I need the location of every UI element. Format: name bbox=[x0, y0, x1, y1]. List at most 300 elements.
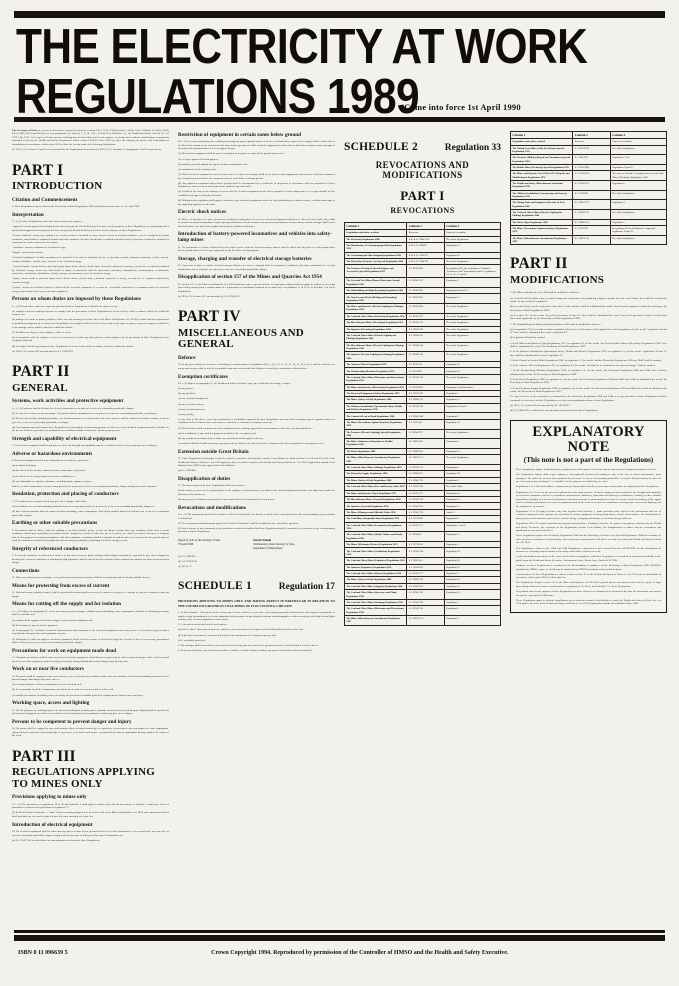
paragraph: (a) any person; bbox=[178, 387, 194, 391]
table-cell-3: The whole Regulations bbox=[610, 190, 666, 200]
column-2 bbox=[178, 129, 335, 924]
paragraph: (e) any electrical process; bbox=[178, 407, 205, 411]
paragraph: 15. For the purposes of enabling injury to be prevented, adequate working space, adequate means of access, and adequate lighting shall be provided at all electrical equipment on which or near which work is being done in circumstances which may give rise to danger. bbox=[12, 708, 169, 716]
table-cell-1: The Offshore Installations (Construction and Survey) Regulations 1974 bbox=[511, 190, 573, 200]
paragraph: (a) 1954 c.70; section 180 was amended by S.I. 1974/2013. bbox=[12, 349, 74, 353]
paragraph: 17.—(1) The provisions of regulations 18 to 28 and Schedule 1 shall apply to mines only, and the provisions of Schedule 1 shall have effect in particular in relation to the provisions of regulation 17. bbox=[12, 802, 169, 810]
schedule-2-header bbox=[344, 141, 501, 153]
paragraph: (a) mechanical damage; bbox=[12, 464, 37, 468]
table-cell-1: The Miscellaneous Mines (Electricity) Regulations 1956 bbox=[345, 320, 407, 326]
table-cell-2: S.I. 1956/1777 bbox=[407, 570, 444, 576]
col-subheader-3: Extent of revocation bbox=[610, 139, 666, 145]
section-heading: Working space, access and lighting bbox=[12, 700, 90, 707]
table-cell-2: S.I. 1988/1729 bbox=[407, 397, 444, 403]
table-cell-2: S.I. 1956/1773 bbox=[407, 464, 444, 470]
table-cell-2: S.I. 1959/2259 bbox=[407, 564, 444, 570]
table-cell-2: S.R. & O. 1944/739 bbox=[407, 259, 444, 265]
schedule-1-title: SCHEDULE 1 bbox=[178, 580, 252, 593]
table-row bbox=[345, 352, 501, 362]
paragraph: or any class of the above, from any requirement or prohibition imposed by these Regulations and any such exemption may be granted subject to conditions and to a limit of time and may be revoked by a certificate in writing at any time. bbox=[178, 417, 335, 425]
paragraph: "electrical equipment" includes anything used, intended to be used or installed for use, to generate, provide, transmit, transform, rectify, convert, conduct, distribute, control, store, measure or use electrical energy; bbox=[12, 256, 169, 264]
paragraph: (3) Any reference in any enactment to the provisions revoked or modified by these Regulations shall be construed as a reference to the corresponding provision of these Regulations. bbox=[178, 526, 335, 534]
table-cell-3: Regulation 26 bbox=[444, 558, 500, 564]
heading-restriction-of-equipment: Restriction of equipment in certain zones below ground bbox=[178, 131, 302, 138]
table-cell-1: The Coal and Other Mines (Ventilation) Regulations 1956 bbox=[345, 548, 407, 558]
col-header-2: Column 2 bbox=[573, 131, 610, 138]
table-cell-3: The whole Regulations bbox=[444, 326, 500, 332]
paragraph: A full and detailed assessment of the costs and benefits of compliance with these Regulations is contained in a document available to the public from the Health and Safety Executive, Information Centre, Broad Lane, Sheffield S3 7HQ. bbox=[516, 555, 661, 562]
schedule-1-paras bbox=[178, 611, 335, 652]
paragraph: (4) Any approved equipment taken below ground shall be accompanied by a certificate of inspection in accordance with the provisions of these Regulations, and a record of such inspections shall be kept at the mine. bbox=[178, 181, 335, 189]
table-cell-3: Regulation 10 bbox=[444, 252, 500, 258]
explanatory-note-subtitle: (This note is not a part of the Regulations) bbox=[523, 456, 654, 465]
paragraph: 2. The Shipbuilding and Ship-repairing Regulations 1960 shall be modified as follows— bbox=[510, 322, 603, 326]
section-heading: Citation and Commencement bbox=[12, 196, 78, 203]
paragraph: (4) Any equipment provided under these Regulations for the purpose of protecting persons at work on or near electrical equipment shall be suitable for the use for which it is provided, be maintained in a condition suitable for that use, and be properly used. bbox=[12, 425, 169, 433]
table-cell-2: S.I. 1970/1900 bbox=[573, 164, 610, 170]
section-heading: Introduction of electrical equipment bbox=[12, 821, 93, 828]
table-cell-3: Regulation 6 bbox=[610, 180, 666, 190]
table-cell-3: Regulation 13 bbox=[444, 294, 500, 304]
table-cell-1: The Electrical Equipment (Safety) Regulations 1975 bbox=[345, 390, 407, 396]
table-row bbox=[511, 155, 667, 165]
table-cell-2: S.I. 1962/2058 bbox=[407, 304, 444, 314]
column-4 bbox=[510, 129, 667, 924]
section-heading: Provisions applying to mines only bbox=[12, 794, 87, 801]
table-cell-1: The Coal and Other Mines (Surveyors and Plans) Regulations 1956 bbox=[345, 590, 407, 600]
paras-storage bbox=[178, 264, 335, 271]
col-header-3: Column 3 bbox=[610, 131, 666, 138]
signoff-intro: Signed by order of the Secretary of State. bbox=[178, 538, 221, 542]
table-cell-3: The whole Regulations bbox=[444, 429, 500, 439]
table-cell-1: The Mines (Miscellaneous Amendments) Regulations 1987 bbox=[345, 615, 407, 625]
paragraph: 32. The duties imposed by these Regulations shall not extend to— bbox=[178, 484, 247, 488]
table-cell-2: S.I. 1956/1758 bbox=[407, 374, 444, 384]
signatory-name: Patrick Nicholls bbox=[253, 538, 272, 542]
col-header-2: Column 2 bbox=[407, 222, 444, 229]
table-header-row bbox=[345, 222, 501, 229]
table-cell-1: The Factories (Mill-in) (Repeal and Amendment) Special Regulations 1961 bbox=[511, 155, 573, 165]
paragraph: (a) S.I. 1989/635. bbox=[178, 554, 197, 558]
paragraph: (b) in section 85(3), for the words from "any cable" to the end there shall be substituted the words "any electrical equipment within the meaning of the Electricity at Work Regulations 1989"; bbox=[510, 305, 667, 312]
paragraph: 9. If a circuit conductor is connected to earth or to any other reference point, nothing which might reasonably be expected to give rise to danger by breaking the electrical continuity or introducing high impedance shall be placed in that conductor unless suitable precautions are taken to prevent such danger. bbox=[12, 554, 169, 565]
signatory-title-1: Parliamentary Under Secretary of State, bbox=[253, 542, 295, 546]
table-cell-3: The whole Regulations bbox=[444, 236, 500, 242]
table-cell-2: S.I. 1960/1147 bbox=[407, 333, 444, 343]
section-heading: Connections bbox=[12, 567, 40, 574]
table-cell-3: The whole Regulations bbox=[444, 352, 500, 362]
table-cell-2: S.I. 1952/1670 bbox=[573, 145, 610, 155]
paragraph: (b) any requirements imposed by or under any enactments which apply to the case, bbox=[178, 436, 265, 440]
table-cell-3: The whole Regulations bbox=[444, 313, 500, 319]
masthead-top-rule bbox=[14, 11, 665, 18]
col-subheader-1: Regulations and orders revoked bbox=[345, 230, 407, 236]
table-cell-1: The Coal and Other Mines (Locomotives) Regulations 1956 bbox=[345, 522, 407, 532]
paragraph: The Regulations, which revoke 1908 and 1944 Regulations, implement in part Council Directive 89/391/EEC on the introduction of measures to encourage improvements in the safety and health of workers at work. bbox=[516, 546, 661, 554]
section-heading: Persons to be competent to prevent danger and injury bbox=[12, 718, 132, 725]
table-cell-3: Regulation 10 bbox=[444, 590, 500, 600]
paragraph: (b) the effects of the weather, natural hazards, temperature or pressure; bbox=[12, 469, 86, 473]
table-cell-3: The whole Regulations bbox=[444, 374, 500, 384]
table-cell-1: The Quarries (Electricity) Regulations 1956 bbox=[345, 326, 407, 332]
table-cell-3: Regulation 3 bbox=[444, 278, 500, 288]
paragraph: 7. In the Woodworking Machines Regulations 1974, in regulation 10, for the words "the Electricity Regulations 1908 and 1944" there shall be substituted the words "the Electricity at Work Regulations 1989". bbox=[510, 369, 667, 376]
paragraph: (a) S.I. 1956/1766, to which there are amendments not relevant to these Regulations. bbox=[12, 838, 101, 842]
paragraph: 7. All conductors in a system which may give rise to danger shall either— bbox=[12, 499, 89, 503]
table-cell-1: The Mobile Mine (Electricity) Special Regulations 1970 bbox=[511, 164, 573, 170]
paragraph: (c) in section 157, for the words "any of the provisions of this Act" there shall be substituted the words "any of the provisions of this Act other than those made applicable by the Electricity at Work Regulations 1989"; bbox=[510, 313, 667, 321]
table-cell-3: Regulation 9 bbox=[444, 606, 500, 616]
schedule-1-caption: PROVISIONS APPLYING TO MINES ONLY AND HAVING EFFECT IN PARTICULAR IN RELATION TO THE USE BELOW GROUND IN COAL MINES OF FLOCCULENTS, CIRCUITS bbox=[178, 599, 335, 608]
table-cell-2: S.R. & O. 1939/571 bbox=[407, 252, 444, 258]
paragraph: 19.—(1) In every safety-lamp mine nothing containing any point, ignition source or device of a kind likely to give rise to danger shall be taken into or be allowed to remain in any such part of the mine below ground, nor shall electrical equipment be taken into or allowed to remain in any such part of the mine below ground unless it is of an approved type. bbox=[178, 140, 335, 151]
table-cell-2: S.I. 1960/69 bbox=[407, 532, 444, 542]
table-cell-2: S.I. 1972/2011 bbox=[407, 542, 444, 548]
paragraph: 1. The Mines and Quarries Act 1954 shall be modified as follows— bbox=[510, 291, 581, 295]
table-cell-2: S.I. 1988/1057 bbox=[407, 471, 444, 477]
title-row-2 bbox=[16, 70, 663, 125]
table-cell-2: S.I. 1956/1781 bbox=[407, 503, 444, 509]
table-cell-2: S.I. 1956/1764 bbox=[407, 548, 444, 558]
heading-disapplication-s157: Disapplication of section 157 of the Mines and Quarries Act 1954 bbox=[178, 274, 322, 281]
table-cell-2: S.I. 1956/1780 bbox=[407, 326, 444, 332]
body-columns bbox=[12, 129, 667, 924]
table-cell-2: S.I. 1975/1366 bbox=[407, 390, 444, 396]
column-3 bbox=[344, 129, 501, 924]
paragraph: (c) any electrical equipment; bbox=[178, 397, 208, 401]
table-cell-2: S.I. 1980/1248 bbox=[407, 413, 444, 419]
paragraph: (2) No electrical equipment shall be used or energised in any part of a mine below ground unless it is— bbox=[178, 152, 286, 156]
paragraph: (c) it is suitably protected. bbox=[178, 638, 206, 642]
table-row bbox=[345, 403, 501, 413]
col-subheader-2: Reference bbox=[407, 230, 444, 236]
paragraph: Regulations 4 to 16 set out the general requirements concerning systems, electrical equipment and conductors; the strength and capability of electrical equipment; adverse or hazardous environments; insulation, protection and placing of conductors; earthing or other suitable precautions; integrity of referenced conductors; connections; means for protecting from excess of current; means for cutting off the supply and for isolation; precautions for work on equipment made dead; work on or near live conductors; working space, access and lighting; and the competence of persons. bbox=[516, 490, 661, 508]
explanatory-note-paras bbox=[516, 468, 661, 606]
table-cell-3: Regulation 11 bbox=[444, 503, 500, 509]
schedule-2-title: SCHEDULE 2 bbox=[344, 140, 418, 153]
came-into-force-text: Came into force 1st April 1990 bbox=[404, 101, 521, 112]
table-cell-3: The whole Regulations bbox=[444, 320, 500, 326]
table-cell-1: The Coal Mines (Respirable Dust) Regulations 1975 bbox=[345, 516, 407, 522]
schedule-2-part-2-heading: PART II bbox=[510, 255, 568, 273]
table-cell-1: The Quarries (Electric Lighting for Filming) Regulations 1960 bbox=[345, 352, 407, 362]
table-cell-1: The Electricity Regulations 1908 bbox=[345, 236, 407, 242]
table-cell-1: The Coal and Other Mines (Training) Regulations 1956 bbox=[345, 599, 407, 605]
paragraph: "system" means an electrical system in which all the electrical equipment is, or may be, electrically connected to a common source of electrical energy, and includes such source and such equipment. bbox=[12, 286, 169, 293]
paragraph: "conductor" means a conductor of electrical energy; bbox=[12, 246, 67, 250]
table-cell-2: S.I. 1978/1951 bbox=[573, 180, 610, 190]
table-cell-1: The Lifting Plant and Equipment (Records of Test) Regulations 1982 bbox=[511, 200, 573, 210]
paras-disapplication-s157 bbox=[178, 283, 335, 299]
section-heading: Precautions for work on equipment made dead bbox=[12, 647, 117, 654]
table-row bbox=[511, 145, 667, 155]
footer bbox=[12, 950, 667, 956]
paragraph: (a) not less than 7 days prior to such use, details of such circuit have been given to the Health and Safety Executive; and bbox=[178, 628, 304, 632]
table-cell-3: Regulation 7 bbox=[444, 599, 500, 605]
table-cell-1: The East and West Mine Mineral Dusts and Control Regulations 1960 bbox=[345, 278, 407, 288]
paragraph: 18. No electrical equipment shall be taken into any part of a mine below ground unless it is of such construction, or is so protected, as to prevent, so far as is reasonably practicable, danger arising from the presence in that part of the mine of flammable gas. bbox=[12, 829, 169, 837]
table-row bbox=[345, 606, 501, 616]
table-cell-3: Regulation 6 bbox=[444, 542, 500, 548]
section-heading: Insulation, protection and placing of conductors bbox=[12, 491, 119, 498]
table-cell-2: S.I. 1956/1768 bbox=[407, 484, 444, 490]
table-cell-2: S.I. 1979/318 bbox=[573, 226, 610, 236]
table-cell-3: In regulation 2(1), the definitions of "Earthed", "Permanent" and "hermetically sealed"; regulations 14, 15, 16, 17 and 18 bbox=[444, 265, 500, 278]
table-cell-2: S.R. & O. 1908/1312 bbox=[407, 236, 444, 242]
table-cell-3: The whole Regulations bbox=[444, 304, 500, 314]
table-cell-2: S.I. 1962/1667 bbox=[407, 294, 444, 304]
paragraph: (a) 1954 c.70; section 83 was amended by S.I. 1974/2013. bbox=[510, 403, 571, 407]
paragraph: "approved" means approved in writing for the time being by the Health & Safety Executive for the purposes of these Regulations or conforming with a specification approved in writing for the time being by the Health & Safety Executive for the purposes of these Regulations; bbox=[12, 225, 169, 232]
paragraph: (b) the isolation of any electrical equipment. bbox=[12, 623, 59, 627]
table-header-row bbox=[511, 131, 667, 138]
paragraph: 11. Efficient means, suitably located, shall be provided for protecting from excess of current every part of a system as may be necessary to prevent danger. bbox=[12, 591, 169, 598]
table-cell-2: S.I. 1952/1689 bbox=[407, 265, 444, 278]
paragraph: 3.—(1) Except where otherwise expressly provided in these Regulations, it shall be the duty of every— bbox=[12, 304, 120, 308]
footer-rule-thin bbox=[14, 930, 665, 933]
page-title-line-1: THE ELECTRICITY AT WORK bbox=[16, 20, 588, 75]
paragraph: (3) Where electrical equipment is used in such a part of a mine, the manager shall secure that no such equipment is used unless it has been examined by a competent person before the commencement of each shift or working period. bbox=[178, 173, 335, 180]
paragraph: (6) Nothing in this regulation shall apply in relation to any electrical equipment which is a fixed installation in a shaft or outlet, or which forms part of the signalling apparatus of the mine. bbox=[178, 199, 335, 206]
table-cell-2: S.I. 1976/1019 bbox=[407, 403, 444, 413]
table-cell-1: The Miscellaneous Mines (General) Regulations 1956 bbox=[345, 497, 407, 503]
col-subheader-1: Regulations and orders revoked bbox=[511, 139, 573, 145]
paragraph: 23. Section 157 of the Mines and Quarries Act 1954 (which provides a general defence in legal proceedings) shall not apply in relation to any legal proceedings arising from a contravention of a requirement or prohibition imposed by or under any of regulations 17 to 22 of, or Schedule 1 to, these Regulations. bbox=[178, 282, 335, 293]
table-cell-3: The whole Regulations bbox=[444, 259, 500, 265]
paragraph: 9. In the Electricity Supply Regulations 1988, in regulation 30, for the words "the Electricity Regulations 1908 and 1944" there shall be substituted the words "the Electricity at Work Regulations 1989". bbox=[510, 386, 667, 394]
table-cell-2: S.I. 1956/1760 bbox=[407, 590, 444, 600]
signature-left bbox=[178, 539, 221, 551]
section-heading: Revocations and modifications bbox=[178, 504, 246, 511]
table-cell-3: The entry in Schedule 2 relating to the Coal and Other Mines (Electricity) Regulations 1956 bbox=[610, 171, 666, 181]
paras-electric-shock bbox=[178, 218, 335, 229]
column-1 bbox=[12, 129, 169, 924]
paragraph: 12.—(1) Subject to paragraph (3), where necessary to prevent danger, suitable means (including, where appropriate, methods of identifying circuits) shall be available for— bbox=[12, 609, 169, 617]
paragraph: (b) S.I. 1960/1932, to which there are amendments not relevant to these Regulations. bbox=[510, 409, 599, 413]
paragraph: (2) The Executive shall not grant any such exemption unless, having regard to the circumstances of the case, and in particular to— bbox=[178, 426, 314, 430]
table-cell-1: The Electricity (Factories Act) Special Regulations 1944 bbox=[345, 259, 407, 265]
section-heading: Defence bbox=[178, 354, 196, 361]
paragraph: (b) suitably protected against the ingress of dust and moisture; and bbox=[178, 162, 248, 166]
paragraph: (a) to co-operate with his employer so far as is necessary to enable any duty placed on that employer by the provisions of these Regulations to be complied with; and bbox=[12, 335, 169, 343]
paragraph: (b) S.I. 1974/2013. bbox=[178, 559, 198, 563]
paragraph: The Regulations impose duties upon employers, self-employed persons and employees and, in the case of mines and quarries, upon managers. The duties are in most cases qualified by the terms "so far as is reasonably practicable" or require that precautions be taken as are "necessary to prevent danger" or "suitable" for the purposes for which they are used. bbox=[516, 473, 661, 484]
table-cell-1: The Coal and Other Mines (Support) Regulations 1966 bbox=[345, 583, 407, 589]
paragraph: (5) It shall be the duty of the manager to secure that all electrical equipment in use below ground in a safety-lamp mine is of a type suitable for the conditions and approved by the Executive. bbox=[178, 190, 335, 197]
explanatory-note-box bbox=[510, 420, 667, 614]
table-row bbox=[345, 419, 501, 429]
table-row bbox=[345, 439, 501, 449]
part-1-subheading: INTRODUCTION bbox=[12, 180, 103, 193]
paragraph: (c) 1974 c.37. bbox=[178, 564, 193, 568]
table-row bbox=[511, 200, 667, 210]
table-cell-1: The Miscellaneous Mines (Electric Lighting for Filming) Regulations 1960 bbox=[345, 342, 407, 352]
part-3-subheading: REGULATIONS APPLYING TO MINES ONLY bbox=[12, 766, 156, 790]
section-heading: Exemption certificates bbox=[178, 373, 228, 380]
signature-right bbox=[253, 539, 335, 551]
table-cell-1: The Manufacture of Cinematograph Film Regulations 1928 bbox=[345, 242, 407, 252]
col-subheader-3: Extent of revocation bbox=[444, 230, 500, 236]
table-cell-2: S.I. 1960/1761 bbox=[407, 278, 444, 288]
signatory-title-2: Department of Employment bbox=[253, 546, 283, 550]
paragraph: 33.—(1) The instruments specified in column 1 of Part I of Schedule 2 are hereby revoked to the extent specified in the corresponding entry in column 3 of that Part. bbox=[178, 513, 335, 520]
paragraph: These Regulations impose health and safety requirements with respect to electrical systems and electrical equipment in places of work. bbox=[516, 468, 657, 472]
paragraph: The printed costs for the purpose of these Regulations are those which were estimated to be incurred at the time the assessment was carried out and are expressed in 1989 prices. bbox=[516, 590, 661, 597]
table-cell-1: The Abrasive Wheels Regulations 1970 bbox=[345, 362, 407, 368]
table-cell-3: Regulation 30 bbox=[444, 471, 500, 477]
table-cell-1: The Mines (Miscellaneous Amendments) Regulations 1987 bbox=[345, 455, 407, 465]
table-cell-1: The Cinematograph Film Stripping Regulations 1939 bbox=[345, 252, 407, 258]
paragraph: (a) of a type approved for that purpose; bbox=[178, 157, 219, 161]
explanatory-note-title: EXPLANATORY NOTE bbox=[532, 423, 645, 455]
table-cell-2: S.R. & O. 1928/82 bbox=[407, 242, 444, 252]
paragraph: 14. No person shall be engaged in any work activity on or so near any live conductor (other than one suitably covered with insulating material so as to prevent danger) that danger may arise unless— bbox=[12, 674, 169, 682]
table-cell-3: Regulation 12 bbox=[444, 242, 500, 252]
paragraph: These Regulations replace the Electricity Regulations 1908 and the Electricity (Factories Act) Special Regulations 1944 and a number of other provisions relating to electrical safety, and extend such requirements to all places of work covered by the Health and Safety at Work etc. Act 1974. bbox=[516, 534, 661, 545]
schedule-2-part-1-sub: REVOCATIONS bbox=[390, 205, 455, 215]
paragraph: 5. No electrical equipment shall be put into use where its strength and capability may be exceeded in such a way as may give rise to danger. bbox=[12, 444, 158, 448]
table-cell-1: The Mines and Quarries (Electric Lighting for Filming) Regulations 1962 bbox=[345, 304, 407, 314]
table-cell-3: The whole Regulations bbox=[610, 235, 666, 245]
section-heading: Integrity of referenced conductors bbox=[12, 545, 89, 552]
paragraph: 1. These Regulations may be cited as the Electricity at Work Regulations 1989 and shall come into force on 1st April 1990. bbox=[12, 205, 140, 209]
paragraph: (a) in regulation 7(1) as a result of which regulation 3(1) thereof, which relates to the application of the Regulations, for the words "regulations 66 and 67" there shall be substituted the words "regulation 67"; bbox=[510, 327, 667, 335]
table-cell-3: Regulation 4 bbox=[610, 200, 666, 210]
paragraph: Regulations 17 to 28 apply to mines only and, together with Schedule 1, make provision with respect to the introduction and use of electrical equipment below ground, the restriction of certain equipment in safety-lamp mines, electric shock notices, the introduction of battery-powered locomotives and vehicles, and the storage, charging and transfer of electrical storage batteries. bbox=[516, 509, 661, 520]
table-row bbox=[345, 294, 501, 304]
table-cell-3: Regulation 8 bbox=[444, 464, 500, 470]
paragraph: (b) it is reasonable in all the circumstances for him to be at work on or near it while it is live; and bbox=[12, 688, 114, 692]
section-heading: Strength and capability of electrical equipment bbox=[12, 435, 117, 442]
table-cell-1: The Shipbuilding and Ship-Repairing Regulations 1960 bbox=[345, 288, 407, 294]
col-subheader-2: Reference bbox=[573, 139, 610, 145]
table-cell-3: Regulation 10 bbox=[444, 368, 500, 374]
paragraph: (a) employer and self-employed person to comply with the provisions of these Regulations in so far as they relate to matters which are within his control; and bbox=[12, 309, 169, 317]
paragraph: (d) any flammable or explosive substance, including dusts, vapours or gases, bbox=[12, 479, 92, 483]
heading-storage-batteries: Storage, charging and transfer of electrical storage batteries bbox=[178, 255, 312, 262]
table-cell-2: S.I. 1985/1333 bbox=[407, 439, 444, 449]
paragraph: (a) in Section 83(1) which relates to safety lamps and contrivances for producing a light or sparks) after the word "lamp" there shall be inserted the words "or any electrical equipment"; bbox=[510, 296, 667, 304]
table-cell-1: The Mines (Managers and Officials) Order 1956 bbox=[345, 509, 407, 515]
part-4-subheading: MISCELLANEOUS AND GENERAL bbox=[178, 326, 304, 351]
table-row bbox=[511, 235, 667, 245]
table-cell-3: Regulations 7 and 8 bbox=[444, 522, 500, 532]
table-cell-2: S.I. 1976/2063 bbox=[407, 384, 444, 390]
table-cell-3: Regulation 14 bbox=[444, 490, 500, 496]
revocations-table-part-a bbox=[344, 222, 501, 626]
table-cell-2: S.I. 1960/1149 bbox=[407, 352, 444, 362]
paragraph: 8. In the Docks Regulations 1988, in regulation 12, for the words "the Electricity Regulations 1908 and 1944" there shall be substituted the words "the Electricity at Work Regulations 1989". bbox=[510, 377, 667, 385]
table-cell-2: S.I. 1960/1147 bbox=[573, 209, 610, 219]
table-row bbox=[345, 532, 501, 542]
table-cell-1: The Factories (Testing of Aircraft Engines and Accessories) Special Regulations 1952 bbox=[345, 265, 407, 278]
part-4-sections bbox=[178, 356, 335, 534]
table-cell-1: The Coal and Other Mines (Sidings) Regulations 1956 bbox=[345, 464, 407, 470]
paragraph: (a) the conditions, if any, which it proposes to attach to the exemption; and bbox=[178, 431, 256, 435]
paragraph: 6. Electrical equipment which may reasonably foreseeably be exposed to— bbox=[12, 459, 91, 463]
table-cell-3: The whole Regulations bbox=[444, 455, 500, 465]
table-cell-3: Regulation 22 bbox=[444, 564, 500, 570]
table-cell-1: The Non-Ferrous Metals (Melting and Founding) Regulations 1962 bbox=[345, 294, 407, 304]
table-cell-1: The Factories (Electric Lighting) Special Regulations 1964 bbox=[345, 429, 407, 439]
table-cell-1: The Electricity Supply Regulations 1988 bbox=[345, 471, 407, 477]
table-cell-3: Regulation 12 bbox=[444, 583, 500, 589]
paragraph: 29. In any proceedings for an offence consisting of a contravention of regulations 4(4), 5, 8, 9, 10, 11, 12, 13, 14, 15, 16 or 25, it shall be a defence for any person to prove that he took all reasonable steps and exercised all due diligence to avoid the commission of that offence. bbox=[178, 363, 335, 370]
heading-battery-locomotives: Introduction of battery-powered locomotives and vehicles into safety-lamp mines bbox=[178, 231, 332, 244]
table-cell-1: The Mines and Quarries Acts 1954 to 1971 (Repeals and Modifications) Regulations 1974 bbox=[511, 171, 573, 181]
table-cell-2: S.I. 1988/1655 bbox=[407, 448, 444, 454]
revocations-thead-b bbox=[511, 131, 667, 145]
paragraph: it is satisfied that the health and safety of persons who are likely to be affected by the exemption will not be prejudiced in consequence of it. bbox=[178, 442, 324, 446]
title-block bbox=[12, 18, 667, 125]
paragraph: 4. In the Offshore Installations (Operational Safety, Health and Welfare) Regulations 1976, in regulation 11, for the words "regulations 10 and 11" there shall be substituted the words "regulation 11". bbox=[510, 350, 667, 357]
paragraph: (b) any person, in relation to any aircraft or hovercraft which is moving under its own power. bbox=[178, 498, 275, 502]
table-cell-2: S.I. 1987/1114 bbox=[407, 455, 444, 465]
paragraph: (2) As may be necessary to prevent danger, all systems shall be maintained so as to prevent, so far as is reasonably practicable, such danger. bbox=[12, 411, 158, 415]
revocations-table-part-b bbox=[510, 131, 667, 246]
part-1-sections bbox=[12, 198, 169, 353]
paragraph: (a) it is unreasonable in all the circumstances for it to be dead; and bbox=[12, 683, 82, 687]
col-header-3: Column 3 bbox=[444, 222, 500, 229]
part-2-subheading: GENERAL bbox=[12, 381, 68, 394]
table-cell-1: The Coal and Other Mines (Explosives) Regulations 1961 bbox=[345, 558, 407, 564]
paragraph: (a) 1954 c.70. Section 157 was amended by S.I. 1974/2013. bbox=[178, 294, 240, 298]
modifications-paras bbox=[510, 291, 667, 412]
part-3-heading: PART III bbox=[12, 747, 76, 765]
table-cell-3: In regulation 10, the definition of "apparatus"; regulations 12 and 13 bbox=[610, 226, 666, 236]
col-header-1: Column 1 bbox=[345, 222, 407, 229]
table-row bbox=[345, 342, 501, 352]
paragraph: "electrical injury" means death or personal injury from electric shock, electric burn, electrical explosion or arcing, or from fire or explosion initiated by electrical energy, where any such death or injury is associated with the generation, provision, transmission, transformation, rectification, conversion, conduction, distribution, control, storage, measurement or use of electrical energy; bbox=[12, 265, 169, 276]
table-row bbox=[511, 171, 667, 181]
revocations-tbody-b bbox=[511, 145, 667, 245]
table-cell-3: Regulation 12 bbox=[444, 497, 500, 503]
paragraph: Regulations 1 to 3 deal with citation, commencement, interpretation and the persons upon whom duties are imposed by these Regulations. bbox=[516, 485, 660, 489]
table-cell-1: The Mines (Mechanical Devices) Regulations 1972 bbox=[345, 542, 407, 548]
paragraph: "circuit conductor" means any conductor in a system which is intended to carry electric current in normal conditions, or to be energised in normal conditions, and includes a combined neutral and earth conductor, but does not include a conductor provided solely to perform a protective function by connection to earth or other reference point; bbox=[12, 233, 169, 245]
table-cell-1: The Mines (Safety of Exit) Regulations 1988 bbox=[345, 477, 407, 483]
section-heading: Work on or near live conductors bbox=[12, 666, 84, 673]
table-row bbox=[345, 242, 501, 252]
table-cell-1: The Health and Safety (Miscellaneous Provisions) Regulations 1978 bbox=[511, 180, 573, 190]
paragraph: (2) It shall be the duty of every employee while at work— bbox=[12, 330, 73, 334]
table-cell-1: The Mines and Quarries (Metrication) Regulations 1976 bbox=[345, 384, 407, 390]
paragraph: (3) Paragraph (1) shall not apply to electrical equipment which is itself a source of electrical energy but, in such a case as is necessary, precautions shall be taken to prevent, so far as is reasonably practicable, danger. bbox=[12, 637, 169, 645]
table-cell-2: S.I. 1987/1114 bbox=[573, 235, 610, 245]
table-cell-1: The Safety Signs Regulations 1980 bbox=[511, 219, 573, 225]
table-row bbox=[345, 429, 501, 439]
table-cell-2: S.I. 1970/535 bbox=[407, 362, 444, 368]
table-cell-2: S.I. 1974/289 bbox=[573, 190, 610, 200]
table-cell-2: S.I. 1960/1148 bbox=[407, 342, 444, 352]
table-cell-1: The Coal and Other Mines (Electric Lighting for Filming) Regulations 1960 bbox=[511, 209, 573, 219]
table-cell-2: S.I. 1980/1471 bbox=[573, 219, 610, 225]
table-cell-3: Regulation 17 bbox=[444, 413, 500, 419]
preamble bbox=[12, 129, 169, 147]
paragraph: (d) any electrical system; bbox=[178, 402, 205, 406]
table-row bbox=[511, 209, 667, 219]
table-cell-1: The Control of Lead at Work Regulations 1980 bbox=[345, 413, 407, 419]
table-cell-1: The Mines and Quarries (Tips) Regulations 1971 bbox=[345, 490, 407, 496]
table-row bbox=[511, 180, 667, 190]
table-cell-3: Regulation 19 bbox=[444, 362, 500, 368]
paragraph: Contraventions of these Regulations are offences under section 33 of the Health and Safety at Work etc. Act 1974 and are punishable in accordance with section 33(2) to (4) of that Act. bbox=[516, 572, 661, 580]
section-heading: Persons on whom duties are imposed by these Regulations bbox=[12, 296, 141, 303]
footer-rules bbox=[14, 930, 665, 941]
table-cell-3: The whole Order bbox=[444, 484, 500, 490]
table-cell-2: S.I. 1956/1758 bbox=[407, 606, 444, 616]
table-cell-2: S.I. 1979/318 bbox=[407, 419, 444, 429]
